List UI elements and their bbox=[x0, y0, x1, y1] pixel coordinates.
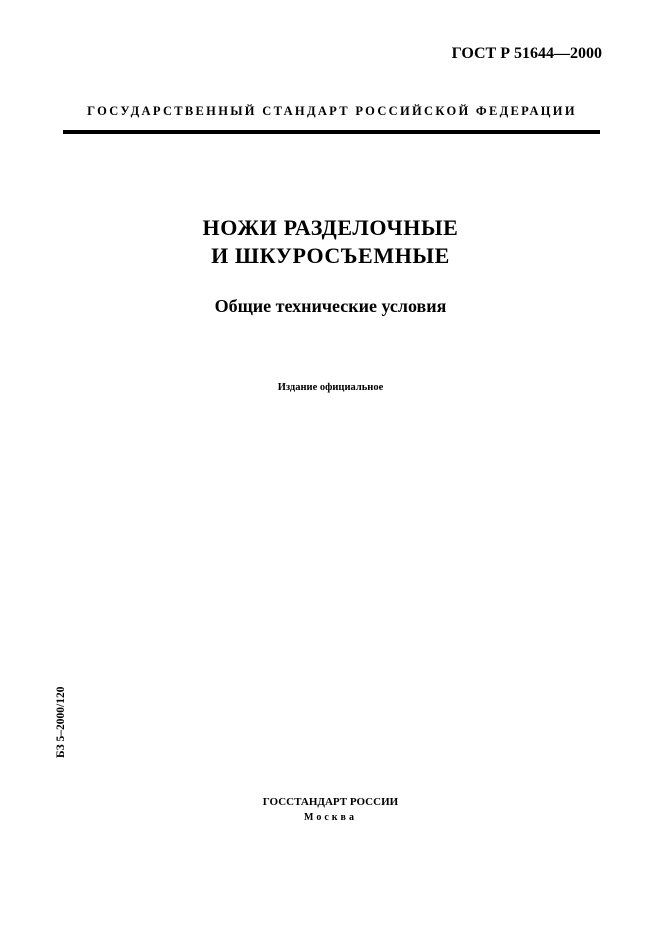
main-title-line-2: И ШКУРОСЪЕМНЫЕ bbox=[211, 243, 450, 268]
side-code: БЗ 5–2000/120 bbox=[55, 686, 67, 758]
publisher: ГОССТАНДАРТ РОССИИ bbox=[262, 796, 399, 808]
city: Москва bbox=[304, 812, 357, 823]
subtitle: Общие технические условия bbox=[214, 296, 447, 316]
header-title: ГОСУДАРСТВЕННЫЙ СТАНДАРТ РОССИЙСКОЙ ФЕДЕРАЦИИ bbox=[87, 104, 577, 118]
main-title bbox=[0, 214, 661, 270]
main-title-line-1: НОЖИ РАЗДЕЛОЧНЫЕ bbox=[202, 215, 459, 240]
edition-label: Издание официальное bbox=[277, 382, 384, 393]
document-code: ГОСТ Р 51644—2000 bbox=[451, 45, 602, 62]
header-divider bbox=[63, 130, 600, 134]
